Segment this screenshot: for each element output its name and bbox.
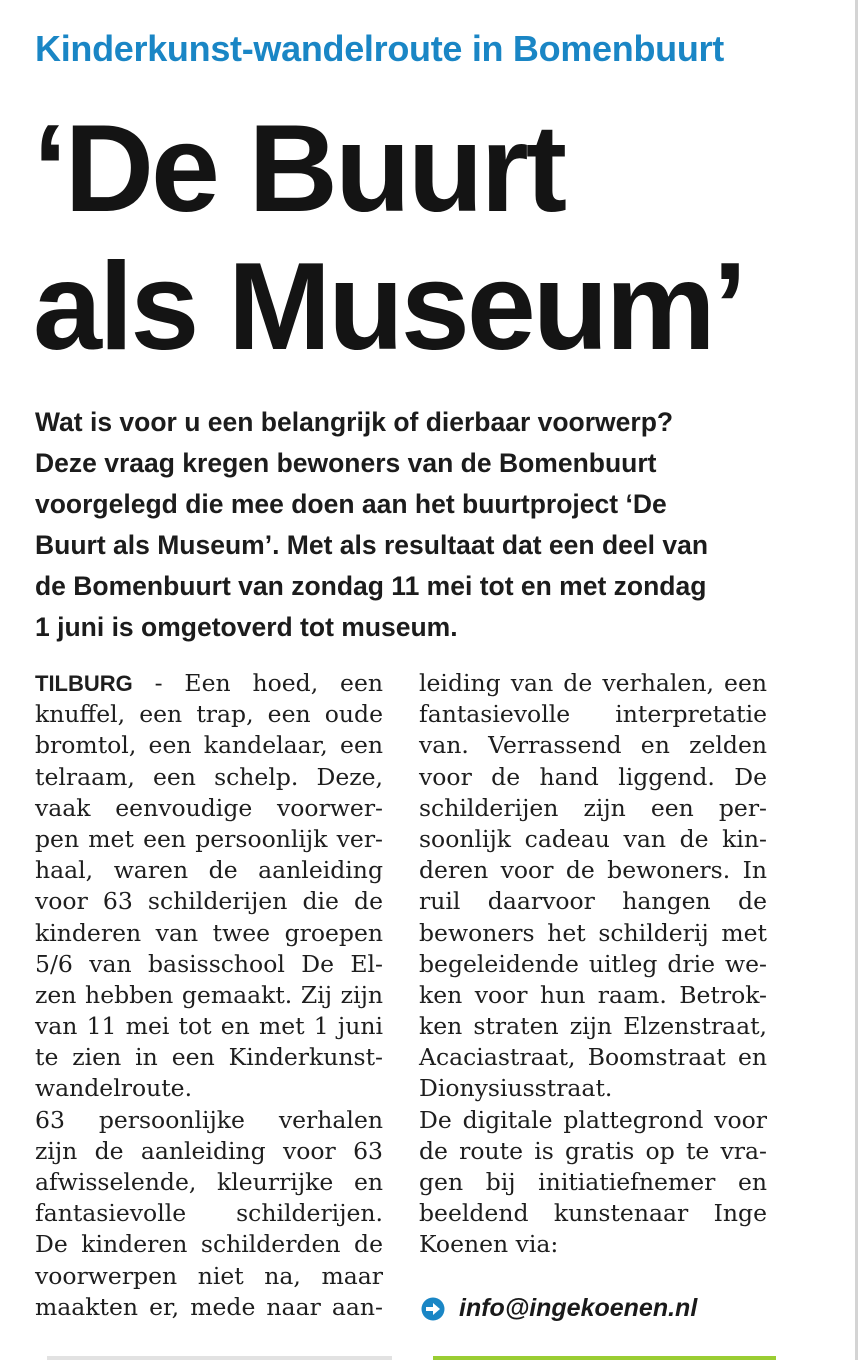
- body-line: Dionysiusstraat.: [419, 1074, 613, 1103]
- headline-line-2: als Museum’: [33, 238, 745, 376]
- body-line: voor 63 schilderijen die de: [35, 887, 383, 916]
- body-line: bewoners het schilderij met: [419, 918, 767, 947]
- intro-line: Wat is voor u een belangrijk of dierbaar voorwerp?: [35, 407, 674, 437]
- body-line: te zien in een Kinderkunst-: [35, 1043, 383, 1072]
- body-line: voor de hand liggend. De: [419, 762, 767, 791]
- body-line: 5/6 van basisschool De El-: [35, 949, 383, 978]
- body-line: afwisselende, kleurrijke en: [35, 1168, 383, 1196]
- article-kicker: Kinderkunst-wandelroute in Bomenbuurt: [35, 28, 724, 69]
- intro-line: Deze vraag kregen bewoners van de Bomenbuurt: [35, 448, 657, 478]
- contact-email[interactable]: info@ingekoenen.nl: [459, 1294, 698, 1322]
- body-line: De kinderen schilderden de: [35, 1230, 383, 1259]
- body-line: ruil daarvoor hangen de: [419, 887, 767, 916]
- column-rule-right: [433, 1356, 776, 1360]
- article-intro: [35, 402, 775, 648]
- contact-link[interactable]: [421, 1294, 697, 1323]
- intro-line: de Bomenbuurt van zondag 11 mei tot en met zondag: [35, 571, 707, 601]
- column-rule-left: [47, 1356, 392, 1360]
- body-line: haal, waren de aanleiding: [35, 856, 383, 885]
- body-line: fantasievolle interpretatie: [419, 700, 767, 729]
- body-line-text: - Een hoed, een: [132, 669, 383, 697]
- dateline: TILBURG: [35, 671, 133, 696]
- body-line: telraam, een schelp. Deze,: [35, 762, 383, 791]
- body-line: [35, 668, 383, 699]
- intro-line: Buurt als Museum’. Met als resultaat dat een deel van: [35, 530, 709, 560]
- body-line: ken voor hun raam. Betrok-: [419, 980, 767, 1009]
- body-line: voorwerpen niet na, maar: [35, 1261, 383, 1290]
- body-line: leiding van de verhalen, een: [419, 669, 767, 697]
- body-line: 63 persoonlijke verhalen: [35, 1105, 383, 1134]
- body-line: Acaciastraat, Boomstraat en: [419, 1043, 767, 1072]
- arrow-right-circle-icon: [421, 1297, 445, 1321]
- body-line: soonlijk cadeau van de kin-: [419, 824, 767, 853]
- body-line: deren voor de bewoners. In: [419, 856, 767, 885]
- body-line: maakten er, mede naar aan-: [35, 1292, 383, 1321]
- body-line: zen hebben gemaakt. Zij zijn: [35, 980, 383, 1009]
- intro-line: 1 juni is omgetoverd tot museum.: [35, 612, 458, 642]
- body-line: fantasievolle schilderijen.: [35, 1199, 383, 1228]
- body-line: vaak eenvoudige voorwer-: [35, 793, 383, 822]
- body-line: van. Verrassend en zelden: [419, 731, 767, 760]
- body-line: van 11 mei tot en met 1 juni: [35, 1012, 383, 1041]
- body-line: ken straten zijn Elzenstraat,: [419, 1012, 767, 1041]
- body-column-right: [419, 668, 767, 1261]
- body-line: Koenen via:: [419, 1230, 559, 1259]
- body-line: zijn de aanleiding voor 63: [35, 1136, 383, 1165]
- body-line: knuffel, een trap, een oude: [35, 700, 383, 729]
- body-line: begeleidende uitleg drie we-: [419, 949, 767, 978]
- body-line: De digitale plattegrond voor: [419, 1105, 767, 1134]
- body-line: kinderen van twee groepen: [35, 918, 383, 947]
- body-line: gen bij initiatiefnemer en: [419, 1168, 767, 1196]
- headline-line-1: ‘De Buurt: [33, 100, 564, 238]
- body-line: wandelroute.: [35, 1074, 193, 1103]
- body-line: bromtol, een kandelaar, een: [35, 731, 383, 760]
- body-line: schilderijen zijn een per-: [419, 793, 767, 822]
- intro-line: voorgelegd die mee doen aan het buurtproject ‘De: [35, 489, 667, 519]
- article-headline: [33, 100, 744, 376]
- body-column-left: [35, 668, 383, 1323]
- body-line: de route is gratis op te vra-: [419, 1136, 767, 1165]
- body-line: beeldend kunstenaar Inge: [419, 1199, 767, 1228]
- body-line: pen met een persoonlijk ver-: [35, 824, 383, 853]
